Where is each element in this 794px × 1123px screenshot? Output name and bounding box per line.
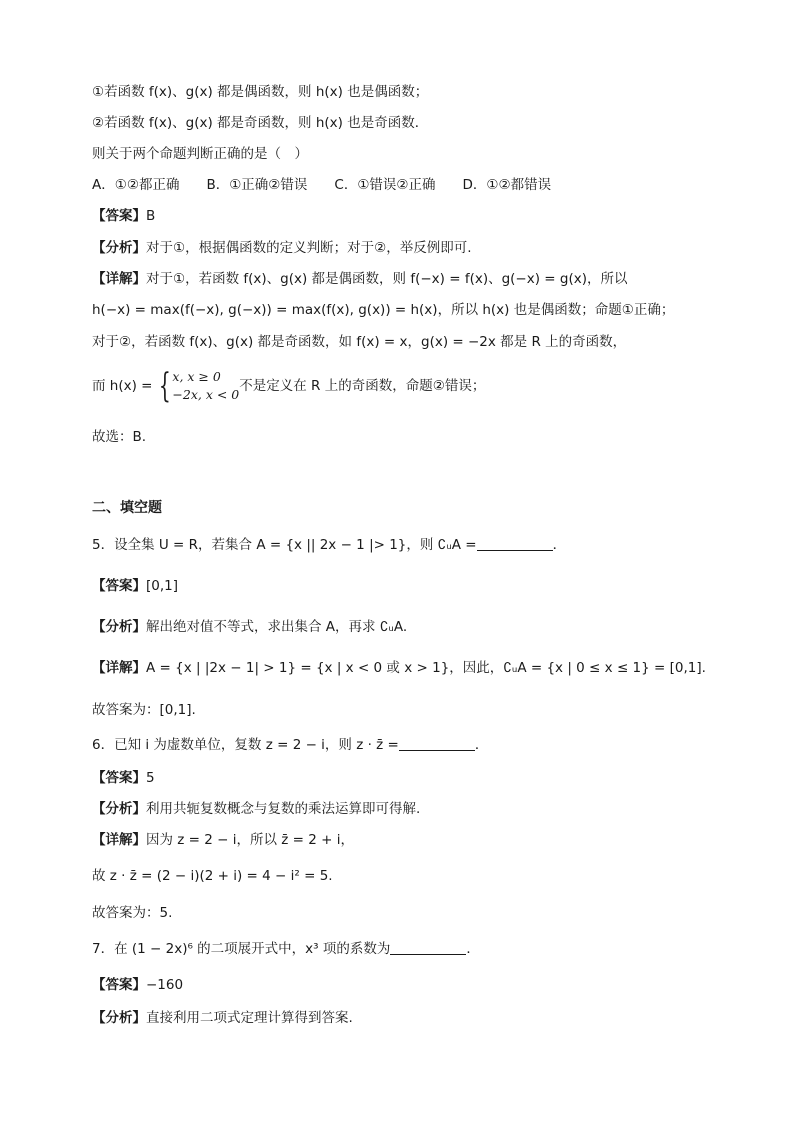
answer-blank	[399, 736, 475, 751]
q4-question: 则关于两个命题判断正确的是（ ）	[92, 146, 308, 162]
answer-value: −160	[146, 977, 184, 993]
analysis-label: 【分析】	[92, 1010, 146, 1026]
analysis-label: 【分析】	[92, 801, 146, 817]
q5-detail	[92, 658, 706, 678]
q6-answer	[92, 768, 155, 788]
brace-symbol: {	[158, 366, 171, 406]
q5-analysis	[92, 617, 407, 637]
analysis-label: 【分析】	[92, 619, 146, 635]
detail-label: 【详解】	[92, 271, 146, 287]
q5-text: 5．设全集 U = R，若集合 A = {x || 2x − 1 |> 1}，则 ∁ᵤA =	[92, 537, 477, 553]
analysis-text: 解出绝对值不等式，求出集合 A，再求 ∁ᵤA.	[146, 619, 408, 635]
answer-label: 【答案】	[92, 578, 146, 594]
section-title: 二、填空题	[92, 500, 162, 516]
analysis-text: 利用共轭复数概念与复数的乘法运算即可得解.	[146, 801, 421, 817]
answer-label: 【答案】	[92, 208, 146, 224]
q5-answer	[92, 576, 178, 596]
q6-analysis	[92, 799, 420, 819]
q4-detail-2: h(−x) = max(f(−x), g(−x)) = max(f(x), g(x)) = h(x)，所以 h(x) 也是偶函数；命题①正确；	[92, 302, 675, 318]
detail-label: 【详解】	[92, 832, 146, 848]
q4-options: A．①②都正确 B．①正确②错误 C．①错误②正确 D．①②都错误	[92, 177, 552, 193]
q5-conclusion: 故答案为：[0,1].	[92, 702, 196, 718]
q4-statement-2: ②若函数 f(x)、g(x) 都是奇函数，则 h(x) 也是奇函数．	[92, 115, 429, 131]
answer-label: 【答案】	[92, 770, 146, 786]
detail-text: A = {x | |2x − 1| > 1} = {x | x < 0 或 x > 1}，因此，∁ᵤA = {x | 0 ≤ x ≤ 1} = [0,1].	[146, 660, 706, 676]
period: ．	[466, 941, 480, 957]
q4-detail-1	[92, 269, 628, 289]
detail-text: 因为 z = 2 − i，所以 z̄ = 2 + i，	[146, 832, 355, 848]
answer-value: B	[146, 208, 156, 224]
analysis-text: 对于①，根据偶函数的定义判断；对于②，举反例即可.	[146, 240, 472, 256]
q7-answer	[92, 975, 183, 995]
q6-detail-2: 故 z · z̄ = (2 − i)(2 + i) = 4 − i² = 5.	[92, 868, 333, 884]
q6-question	[92, 735, 488, 755]
q4-analysis	[92, 238, 472, 258]
detail-text: 对于①，若函数 f(x)、g(x) 都是偶函数，则 f(−x) = f(x)、g(−x) = g(x)，所以	[146, 271, 628, 287]
q4-detail-4	[92, 366, 485, 406]
q6-conclusion: 故答案为：5.	[92, 905, 173, 921]
detail-label: 【详解】	[92, 660, 146, 676]
answer-value: 5	[146, 770, 155, 786]
answer-blank	[390, 940, 466, 955]
detail-prefix: 而 h(x) =	[92, 378, 157, 394]
q6-detail-1	[92, 830, 354, 850]
q4-detail-3: 对于②，若函数 f(x)、g(x) 都是奇函数，如 f(x) = x，g(x) = −2x 都是 R 上的奇函数，	[92, 334, 627, 350]
detail-suffix: 不是定义在 R 上的奇函数，命题②错误；	[239, 378, 486, 394]
q5-question	[92, 535, 566, 555]
q4-statement-1: ①若函数 f(x)、g(x) 都是偶函数，则 h(x) 也是偶函数；	[92, 84, 429, 100]
q4-answer	[92, 206, 155, 226]
analysis-text: 直接利用二项式定理计算得到答案.	[146, 1010, 353, 1026]
period: ．	[474, 737, 489, 753]
answer-value: [0,1]	[146, 578, 179, 594]
answer-label: 【答案】	[92, 977, 146, 993]
case-1: x, x ≥ 0	[172, 369, 221, 384]
piecewise-cases	[172, 368, 239, 404]
q4-conclusion: 故选：B.	[92, 429, 147, 445]
q7-question	[92, 939, 480, 959]
q6-text: 6．已知 i 为虚数单位，复数 z = 2 − i，则 z · z̄ =	[92, 737, 399, 753]
case-2: −2x, x < 0	[172, 387, 240, 402]
answer-blank	[477, 536, 553, 551]
q7-analysis	[92, 1008, 353, 1028]
period: ．	[552, 537, 567, 553]
analysis-label: 【分析】	[92, 240, 146, 256]
q7-text: 7．在 (1 − 2x)⁶ 的二项展开式中，x³ 项的系数为	[92, 941, 391, 957]
